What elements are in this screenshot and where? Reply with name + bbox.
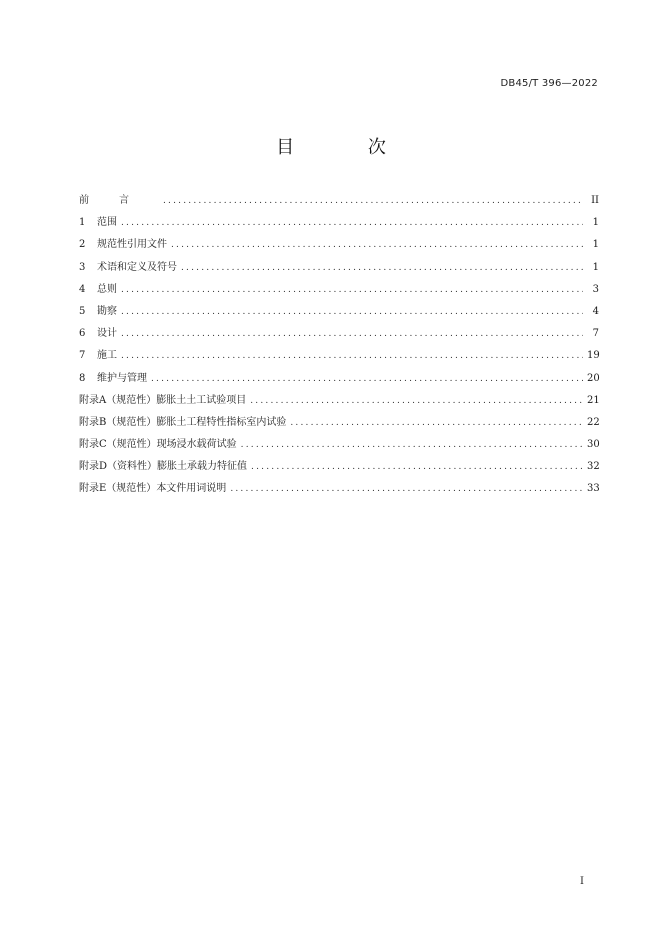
- toc-leader-dots: [121, 279, 583, 301]
- toc-leader-dots: [181, 257, 583, 279]
- toc-entry-chapter-8[interactable]: [79, 368, 599, 390]
- toc-entry-label: 膨胀土工程特性指标室内试验: [156, 416, 287, 428]
- toc-entry-page: 4: [592, 305, 599, 317]
- toc-entry-chapter-6[interactable]: [79, 323, 599, 345]
- toc-leader-dots: [290, 412, 583, 434]
- toc-entry-label: 膨胀土土工试验项目: [156, 394, 247, 406]
- toc-entry-appendix-c[interactable]: [79, 434, 599, 456]
- toc-leader-dots: [151, 368, 583, 390]
- toc-entry-page: 7: [592, 328, 599, 340]
- standard-code: DB45/T 396—2022: [500, 78, 598, 89]
- page-number: I: [580, 876, 584, 887]
- toc-entry-label: 设计: [97, 328, 117, 340]
- toc-leader-dots: [121, 301, 583, 323]
- toc-entry-number: 7: [79, 350, 86, 362]
- toc-entry-number: 3: [79, 261, 86, 273]
- toc-entry-appendix-a[interactable]: [79, 390, 599, 412]
- toc-entry-page: 1: [592, 239, 599, 251]
- toc-entry-label: 术语和定义及符号: [97, 261, 177, 273]
- toc-entry-number: 1: [79, 217, 86, 229]
- page-title: 目 次: [276, 137, 420, 158]
- toc-entry-number: 6: [79, 328, 86, 340]
- table-of-contents: [79, 190, 599, 501]
- toc-entry-page: 21: [587, 394, 600, 406]
- toc-entry-number: 4: [79, 283, 86, 295]
- toc-entry-chapter-1[interactable]: [79, 212, 599, 234]
- toc-entry-page: 1: [592, 217, 599, 229]
- toc-entry-page: 30: [587, 439, 600, 451]
- toc-entry-label: 维护与管理: [97, 372, 147, 384]
- toc-leader-dots: [163, 190, 583, 212]
- toc-entry-chapter-3[interactable]: [79, 257, 599, 279]
- toc-entry-label: 范围: [97, 217, 117, 229]
- toc-entry-label: 本文件用词说明: [156, 483, 227, 495]
- toc-entry-chapter-7[interactable]: [79, 345, 599, 367]
- toc-entry-label: 现场浸水载荷试验: [156, 439, 237, 451]
- toc-entry-label: 规范性引用文件: [97, 239, 167, 251]
- toc-entry-page: 32: [587, 461, 600, 473]
- toc-entry-appendix-b[interactable]: [79, 412, 599, 434]
- toc-appendix-designation: 附录B（规范性）: [79, 416, 157, 428]
- toc-entry-label: 膨胀土承载力特征值: [157, 461, 248, 473]
- toc-entry-page: 19: [587, 350, 600, 362]
- toc-entry-appendix-d[interactable]: [79, 456, 599, 478]
- toc-leader-dots: [230, 478, 583, 500]
- toc-leader-dots: [241, 434, 583, 456]
- toc-leader-dots: [121, 212, 583, 234]
- toc-appendix-designation: 附录D（资料性）: [79, 461, 158, 473]
- toc-appendix-designation: 附录A（规范性）: [79, 394, 157, 406]
- toc-entry-page: 22: [587, 416, 600, 428]
- toc-leader-dots: [171, 234, 583, 256]
- toc-entry-chapter-4[interactable]: [79, 279, 599, 301]
- toc-leader-dots: [121, 345, 583, 367]
- toc-entry-chapter-2[interactable]: [79, 234, 599, 256]
- toc-entry-number: 8: [79, 372, 86, 384]
- toc-entry-page: 20: [587, 372, 600, 384]
- toc-entry-label: 总则: [97, 283, 117, 295]
- toc-entry-page: 33: [587, 483, 600, 495]
- toc-entry-preface[interactable]: [79, 190, 599, 212]
- toc-entry-label: 勘察: [97, 305, 117, 317]
- toc-entry-chapter-5[interactable]: [79, 301, 599, 323]
- toc-appendix-designation: 附录C（规范性）: [79, 439, 157, 451]
- toc-entry-label: 前言: [79, 195, 159, 206]
- toc-entry-page: II: [591, 195, 599, 206]
- toc-entry-number: 5: [79, 305, 86, 317]
- toc-entry-appendix-e[interactable]: [79, 478, 599, 500]
- toc-leader-dots: [121, 323, 583, 345]
- toc-entry-number: 2: [79, 239, 86, 251]
- toc-leader-dots: [250, 390, 583, 412]
- toc-entry-label: 施工: [97, 350, 117, 362]
- toc-leader-dots: [251, 456, 583, 478]
- toc-entry-page: 1: [592, 261, 599, 273]
- toc-entry-page: 3: [592, 283, 599, 295]
- toc-appendix-designation: 附录E（规范性）: [79, 483, 157, 495]
